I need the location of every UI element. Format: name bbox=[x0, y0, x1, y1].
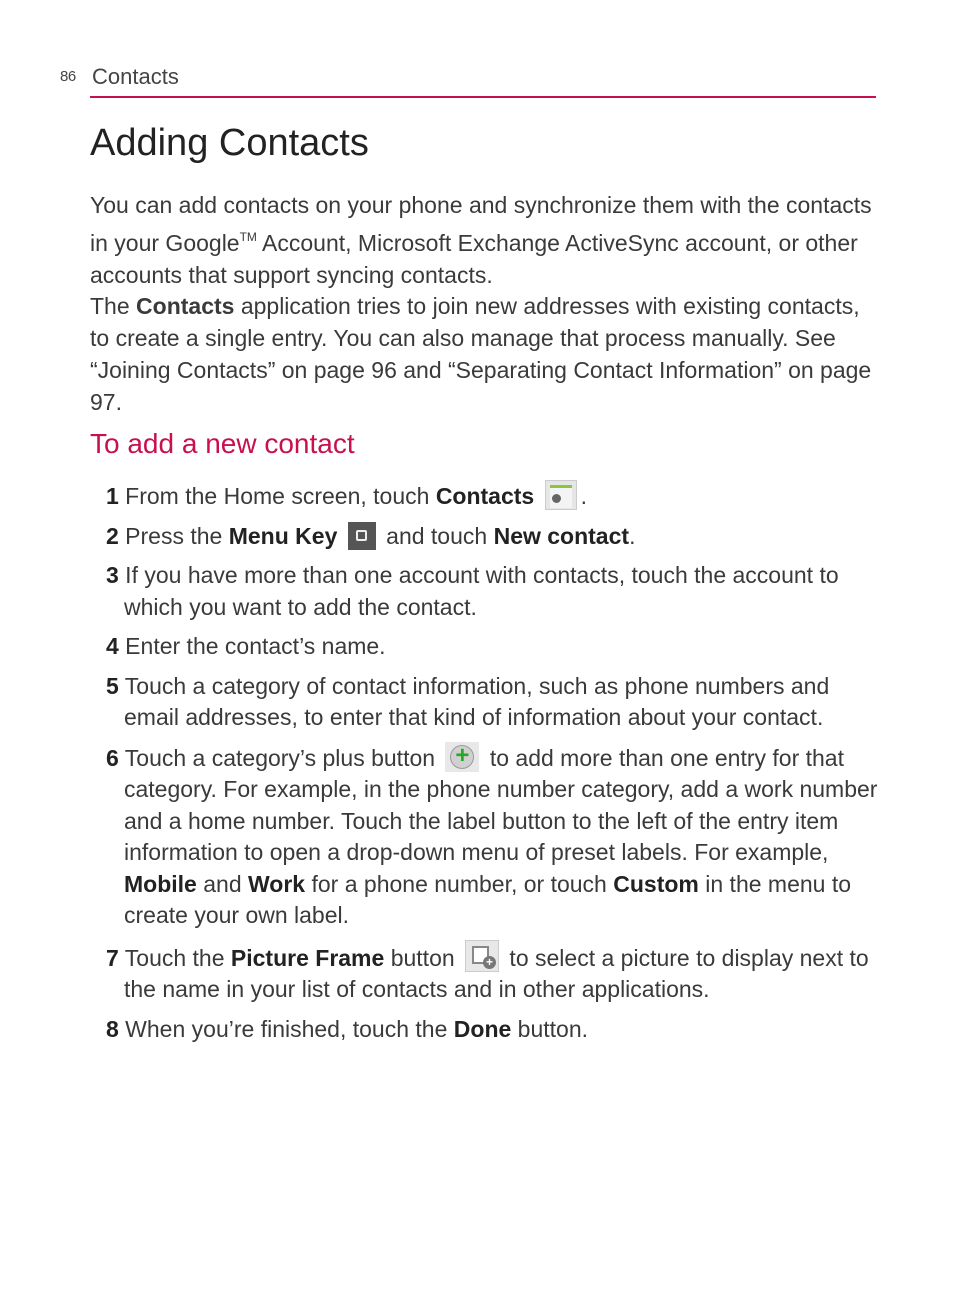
step-text: From the Home screen, touch bbox=[118, 483, 436, 509]
step-2 bbox=[106, 521, 886, 553]
step-text: Touch a category of contact information, such as phone numbers and email addresses, to enter that kind of information about your contact. bbox=[118, 672, 830, 730]
step-6 bbox=[106, 742, 886, 932]
step-number: 1 bbox=[106, 483, 119, 509]
step-text: Enter the contact’s name. bbox=[118, 633, 386, 659]
intro-p2-text-cont: application tries to join new addresses with existing contacts, to create a single entry. You can also manage that process manually. See “Joining Contacts” on page 96 and “Separating Contact Information” on page 97. bbox=[90, 293, 872, 415]
step-text: and bbox=[196, 870, 248, 897]
step-number: 4 bbox=[106, 633, 119, 659]
step-number: 6 bbox=[106, 744, 119, 771]
step-text: If you have more than one account with contacts, touch the account to which you want to add the contact. bbox=[118, 562, 839, 620]
step-number: 3 bbox=[106, 562, 119, 588]
step-7 bbox=[106, 940, 886, 1006]
step-text: to select a picture to display next to the name in your list of contacts and in other applications. bbox=[124, 944, 869, 1002]
step-number: 7 bbox=[106, 944, 119, 971]
section-subheading: To add a new contact bbox=[90, 428, 355, 459]
step-bold: Custom bbox=[613, 870, 699, 897]
step-text: for a phone number, or touch bbox=[305, 870, 614, 897]
step-bold: Work bbox=[248, 870, 306, 897]
step-5 bbox=[106, 671, 886, 734]
step-1 bbox=[106, 480, 886, 513]
header-divider bbox=[90, 96, 876, 98]
step-bold: Contacts bbox=[435, 483, 535, 509]
step-bold: Menu Key bbox=[228, 522, 338, 549]
step-number: 2 bbox=[106, 522, 119, 549]
step-bold: Mobile bbox=[124, 870, 197, 897]
step-bold: New contact bbox=[493, 522, 630, 549]
step-3 bbox=[106, 560, 886, 623]
step-text: . bbox=[629, 522, 636, 549]
picture-frame-icon bbox=[465, 940, 499, 972]
step-text: Touch the bbox=[118, 944, 231, 971]
plus-button-icon bbox=[445, 742, 479, 772]
step-text: button bbox=[384, 944, 462, 971]
section-name: Contacts bbox=[92, 64, 179, 89]
steps-list bbox=[106, 480, 886, 1053]
intro-contacts-bold: Contacts bbox=[136, 293, 235, 320]
step-bold: Done bbox=[453, 1015, 512, 1042]
step-text: . bbox=[580, 483, 587, 509]
step-4 bbox=[106, 631, 886, 663]
intro-p2-text: The bbox=[90, 293, 137, 320]
page-title: Adding Contacts bbox=[90, 122, 369, 164]
step-text: in the menu to create your own label. bbox=[124, 870, 852, 928]
step-bold: Picture Frame bbox=[230, 944, 385, 971]
step-text: When you’re finished, touch the bbox=[118, 1015, 454, 1042]
intro-text bbox=[90, 190, 880, 419]
intro-p1-text: You can add contacts on your phone and synchronize them with the contacts in your Google bbox=[90, 192, 872, 256]
step-number: 5 bbox=[106, 672, 119, 699]
step-text: Press the bbox=[118, 522, 229, 549]
step-number: 8 bbox=[106, 1015, 119, 1042]
step-text: and touch bbox=[379, 522, 494, 549]
menu-key-icon bbox=[348, 522, 376, 550]
intro-p1-text-cont: Account, Microsoft Exchange ActiveSync account, or other accounts that support syncing contacts. bbox=[90, 229, 858, 288]
step-text: button. bbox=[511, 1015, 589, 1042]
step-text: to add more than one entry for that category. For example, in the phone number category, add a work number and a home number. Touch the label button to the left of the entry item information to open a drop-down menu of preset labels. For example, bbox=[124, 744, 878, 865]
page-number: 86 bbox=[60, 68, 76, 85]
step-text: Touch a category’s plus button bbox=[118, 744, 442, 771]
page-header bbox=[60, 62, 876, 98]
trademark: TM bbox=[239, 229, 257, 244]
step-8 bbox=[106, 1014, 886, 1046]
contacts-app-icon bbox=[545, 480, 577, 510]
